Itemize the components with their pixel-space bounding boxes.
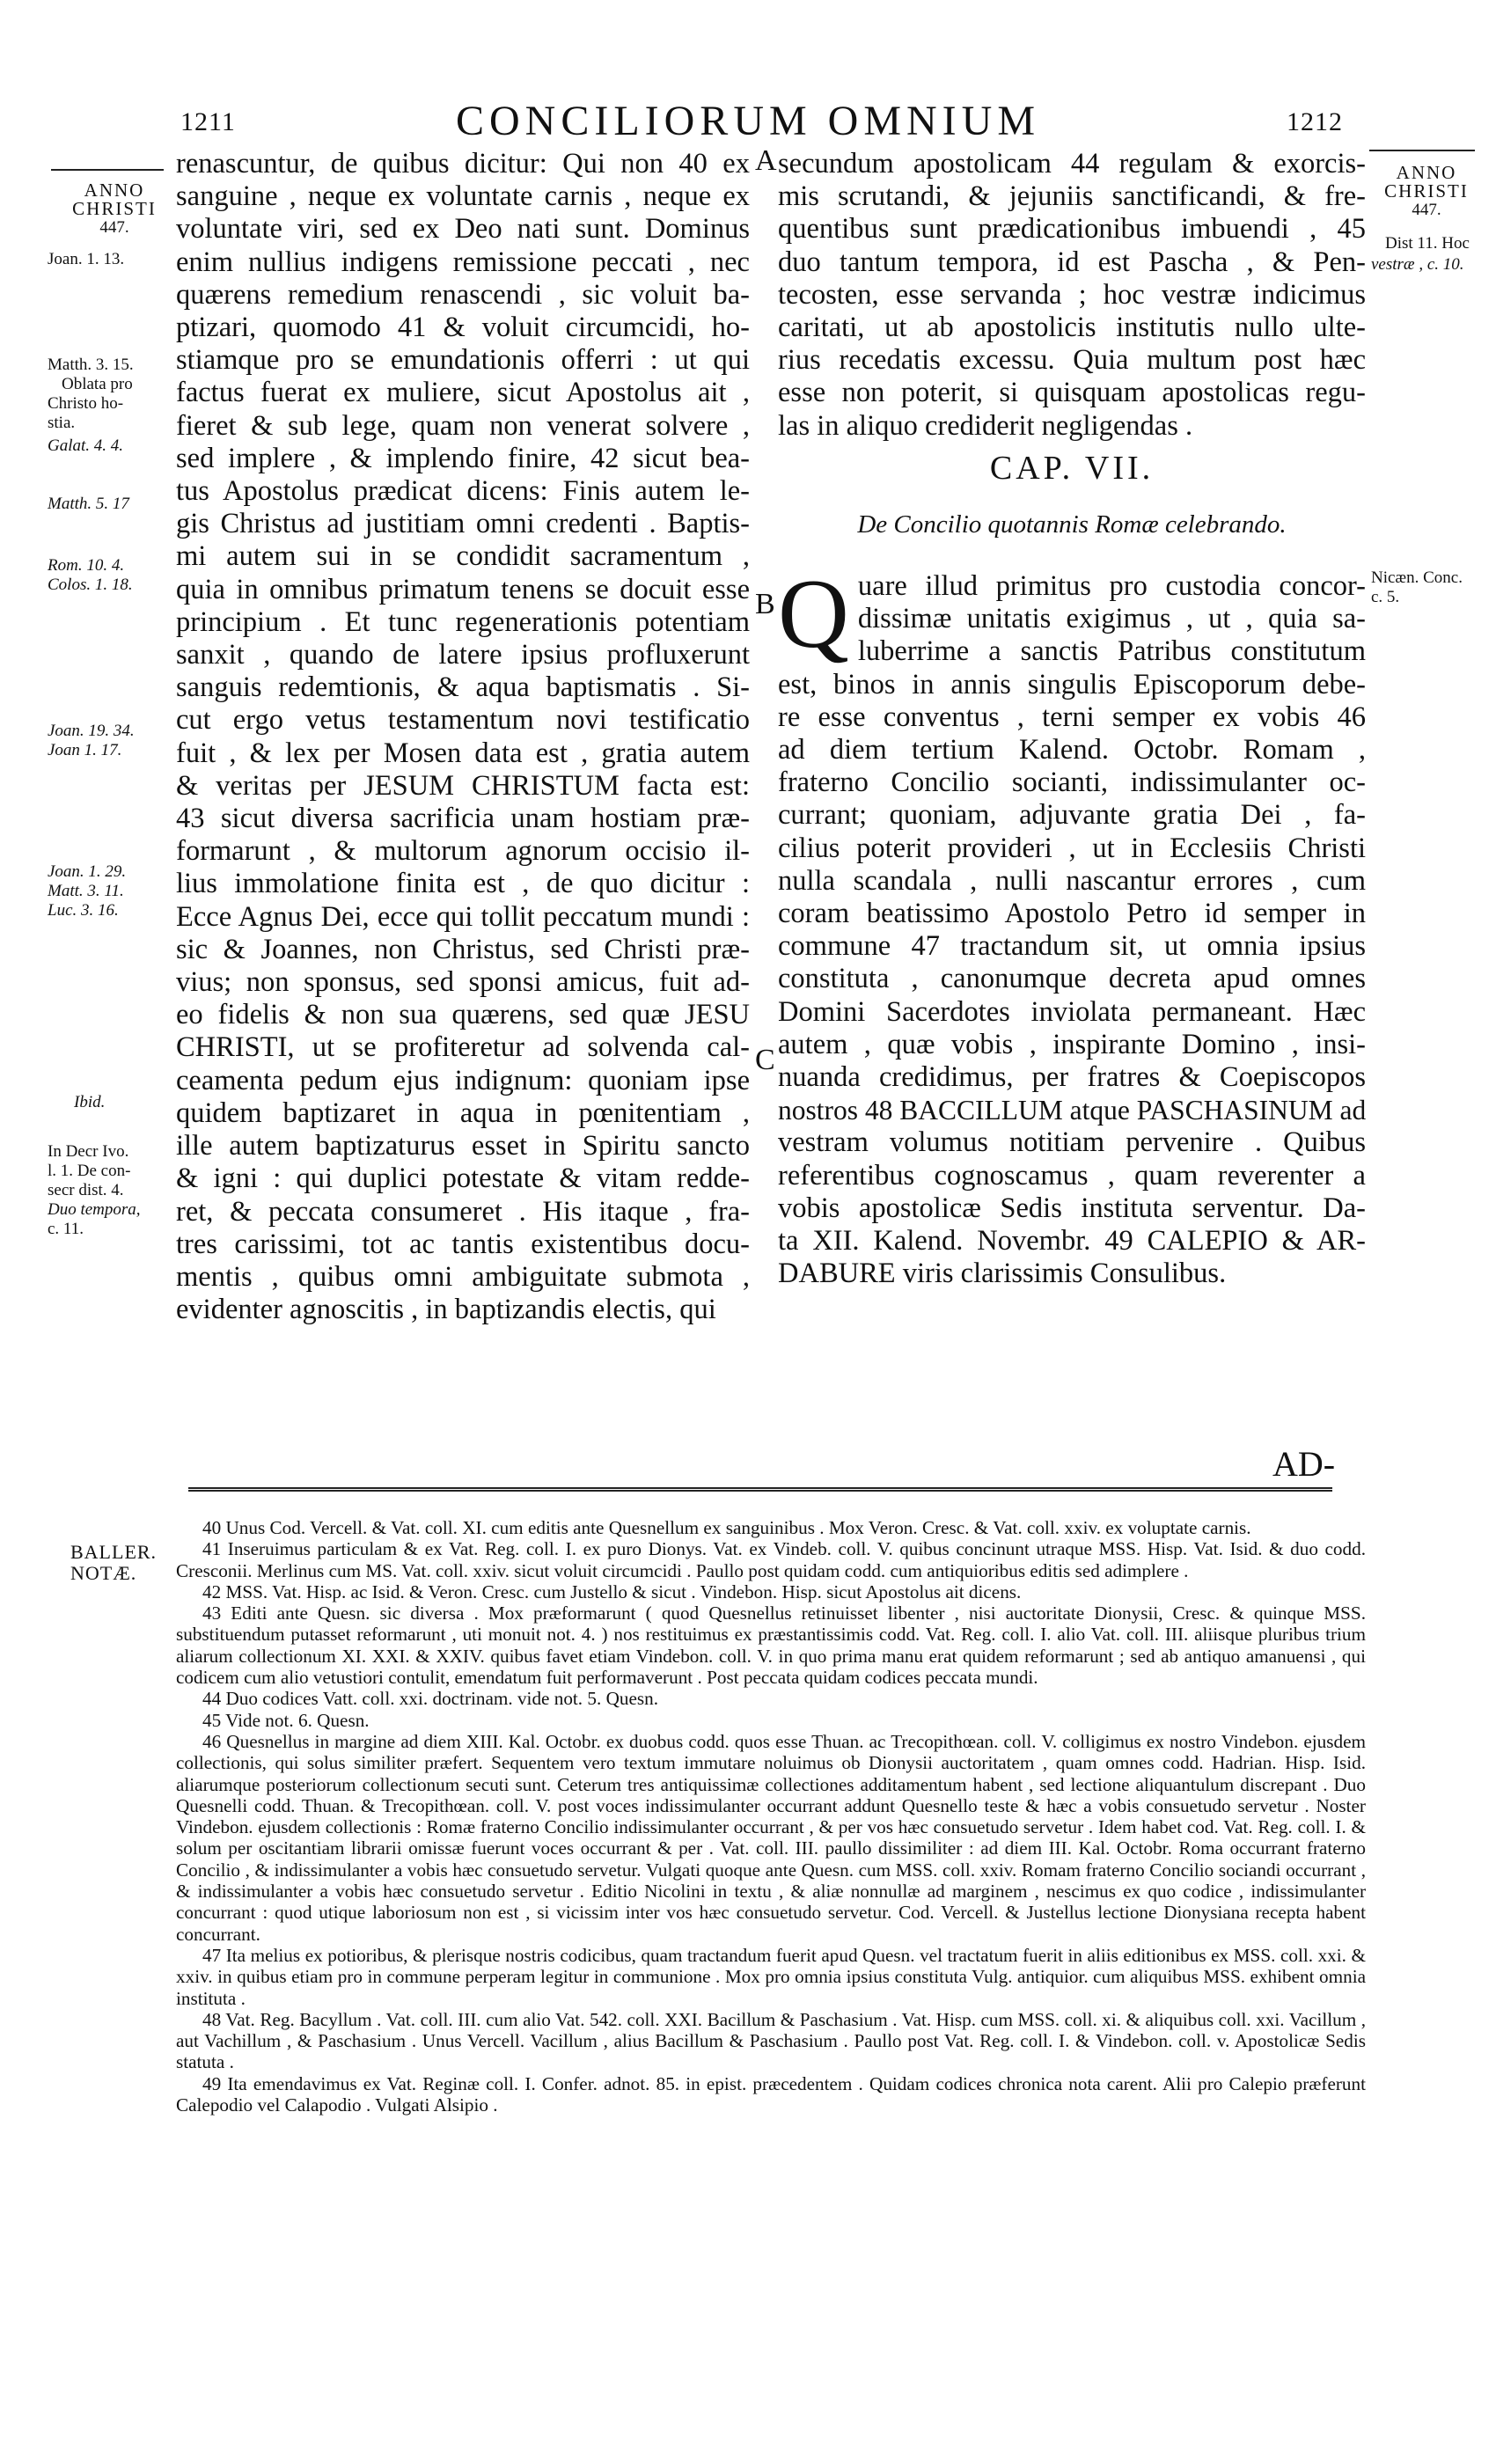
text-line: vius; non sponsus, sed sponsi amicus, fuit ad-: [176, 966, 750, 999]
footnote: 43 Editi ante Quesn. sic diversa . Mox præformarunt ( quod Quesnellus retinuisset libenter , nisi auctoritate Dionysii, Cresc. & quinque MSS. substituendum putasset reformarunt , uti monuit not. 4. ) nos restituimus ex præstantissimis codd. Vat. Reg. coll. I. alio Vat. coll. III. aliisque pluribus trium aliarum collectionum XI. XXI. & XXIV. quibus favet etiam Vindebon. coll. V. in quo prima manu erat quidem reformarunt ; sed ab antiquo amanuensi , qui codicem cum alio vetustiori contulit, emendatum fuit performaverunt . Post peccata quidam codices peccata mundi.: [176, 1602, 1366, 1689]
text-line: vobis apostolicæ Sedis instituta serventur. Da-: [778, 1192, 1366, 1224]
footnote: 48 Vat. Reg. Bacyllum . Vat. coll. III. cum alio Vat. 542. coll. XXI. Bacillum & Paschasium . Vat. Hisp. cum MSS. coll. xi. & aliquibus coll. xxi. Vacillum , aut Vachillum , & Paschasium . Unus Vercell. Vacillum , alius Bacillum & Paschasium . Paullo post Vat. Reg. coll. I. & Vindebon. coll. v. Apostolicæ Sedis statuta .: [176, 2008, 1366, 2073]
margin-note: Nicæn. Conc.: [1371, 568, 1463, 587]
year-label: 447.: [99, 218, 129, 237]
text-line: fieret & sub lege, quam non venerat solvere ,: [176, 409, 750, 442]
christi-label: CHRISTI: [1384, 180, 1469, 202]
text-line: tecosten, esse servanda ; hoc vestræ indicimus: [778, 278, 1366, 311]
section-letter: C: [755, 1044, 775, 1076]
text-line: nostros 48 BACCILLUM atque PASCHASINUM ad: [778, 1095, 1367, 1126]
footnote: 47 Ita melius ex potioribus, & plerisque nostris codicibus, quam tractandum fuerit apud Quesn. vel tractatum fuerit in aliis editionibus ex MSS. coll. xxi. & xxiv. in quibus etiam pro in commune perperam legitur in communione . Mox pro omnia ipsius constituta Vulg. antiquior. cum aliquibus MSS. exhibent omnia instituta .: [176, 1944, 1366, 2009]
year-label: 447.: [1412, 201, 1441, 219]
text-line: quidem baptizaret in aqua in pœnitentiam ,: [176, 1096, 750, 1129]
text-line: renascuntur, de quibus dicitur: Qui non 40 ex: [176, 148, 750, 180]
text-line: gis Christus ad justitiam omni credenti . Baptis-: [176, 508, 750, 540]
text-line: mi autem sui in se condidit sacramentum ,: [176, 540, 750, 573]
christi-label: CHRISTI: [72, 198, 157, 219]
margin-note: Joan. 19. 34.: [48, 722, 135, 740]
right-text-column-top: [778, 148, 1366, 443]
anno-label: ANNO: [1396, 162, 1457, 183]
margin-note: Joan 1. 17.: [48, 741, 122, 759]
margin-note: Joan. 1. 13.: [48, 250, 125, 268]
text-line: principium . Et tunc regenerationis potentiam: [176, 605, 750, 638]
text-line: mis scrutandi, & jejuniis sanctificandi, & fre-: [778, 180, 1366, 213]
footnote: 45 Vide not. 6. Quesn.: [202, 1709, 370, 1731]
section-letter: A: [755, 144, 777, 177]
margin-note: Luc. 3. 16.: [48, 901, 119, 920]
left-page-number: 1211: [180, 107, 236, 136]
chapter-lines: [778, 560, 1367, 1290]
chapter-subtitle: De Concilio quotannis Romæ celebrando.: [857, 510, 1287, 539]
chapter-body: [778, 560, 1367, 1290]
text-line: sanxit , quando de latere ipsius profluxerunt: [176, 639, 750, 671]
text-line: re esse conventus , terni semper ex vobis 46: [778, 700, 1366, 733]
drop-cap: Q: [778, 560, 849, 669]
text-line: enim nullius indigens remissione peccati , nec: [176, 246, 750, 278]
text-line: Ecce Agnus Dei, ecce qui tollit peccatum mundi :: [176, 900, 750, 933]
anno-label: ANNO: [84, 180, 145, 201]
text-line: uare illud primitus pro custodia concor-: [857, 570, 1366, 602]
right-page-number: 1212: [1287, 107, 1343, 136]
margin-note: Matth. 5. 17: [48, 495, 129, 513]
text-line: CHRISTI, ut se profiteretur ad solvenda cal-: [176, 1031, 750, 1064]
notes-label-line: BALLER.: [70, 1541, 158, 1563]
margin-note: Matth. 3. 15.: [48, 356, 134, 374]
text-line: ad diem tertium Kalend. Octobr. Romam ,: [778, 734, 1366, 766]
running-title: CONCILIORUM OMNIUM: [455, 98, 1040, 144]
text-line: autem , quæ vobis , inspirante Domino , insi-: [778, 1028, 1366, 1060]
text-line: ptizari, quomodo 41 & voluit circumcidi, ho-: [176, 312, 750, 344]
text-line: secundum apostolicam 44 regulam & exorcis-: [778, 148, 1366, 180]
text-line: voluntate viri, sed ex Deo nati sunt. Dominus: [176, 213, 750, 246]
text-line: sanguis redemtionis, & aqua baptismatis . Si-: [176, 671, 750, 704]
text-line: sanguine , neque ex voluntate carnis , neque ex: [176, 180, 750, 213]
text-line: tres carissimi, tot ac tantis existentibus docu-: [176, 1228, 750, 1260]
text-line: dissimæ unitatis exigimus , ut , quia sa-: [857, 603, 1366, 635]
margin-note: vestræ , c. 10.: [1371, 255, 1464, 274]
text-line: lius immolatione finita est , de quo dicitur :: [176, 868, 750, 900]
text-line: sic & Joannes, non Christus, sed Christi præ-: [176, 933, 750, 965]
text-line: quentibus sunt prædicationibus imbuendi , 45: [778, 213, 1366, 246]
margin-note: l. 1. De con-: [48, 1162, 131, 1180]
margin-rule-right: [1369, 150, 1475, 151]
text-line: vestram volumus notitiam pervenire . Quibus: [778, 1126, 1366, 1159]
text-line: fuit , & lex per Mosen data est , gratia autem: [176, 737, 750, 769]
text-line: DABURE viris clarissimis Consulibus.: [778, 1258, 1227, 1290]
text-line: ceamenta pedum ejus indignum: quoniam ipse: [176, 1064, 750, 1096]
text-line: cut ergo vetus testamentum novi testificatio: [176, 704, 750, 737]
margin-note: c. 11.: [48, 1220, 84, 1238]
section-letter: B: [755, 588, 775, 620]
text-line: ille autem baptizaturus esset in Spiritu sancto: [176, 1130, 750, 1162]
footnote: 46 Quesnellus in margine ad diem XIII. Kal. Octobr. ex duobus codd. quos esse Thuan. ac Trecopithœan. coll. V. colligimus ex nostro Vindebon. ejusdem collectionis, qui solus similiter præfert. Sequentem vero textum immutare noluimus ob Dionysii auctoritatem , quam omnes codd. Hadrian. Hisp. Isid. aliarumque posteriorum collectionum secuti sunt. Ceterum tres antiquissimæ collectiones additamentum habent , sed lectione aliquantulum discrepant . Duo Quesnelli codd. Thuan. & Trecopithœan. coll. V. post voces indissimulanter occurrant addunt Quesnello teste & hæc a vobis consuetudo servetur . Noster Vindebon. ejusdem collectionis : Romæ fraterno Concilio indissimulanter occurrant , & per vos hæc consuetudo servetur . Idem habet cod. Vat. Reg. coll. I. & solum per oscitantiam librarii omissæ fuerunt voces occurrant & per . Vat. coll. III. paullo dissimiliter : ad diem III. Kal. Octobr. Roma occurrant fraterno Concilio , & indissimulanter a vobis hæc consuetudo servetur. Vulgati quoque ante Quesn. cum MSS. coll. xxiv. Romam fraterno Concilio sociandi occurrant , & indissimulanter a vobis hæc consuetudo servetur . Editio Nicolini in textu , & aliæ nonnullæ ad marginem , nescimus ex quo codice , indissimulanter concurrant : quod utique laboriosum non est , si vicissim inter vos hæc consuetudo servetur. Cod. Vercell. & Justellus lectione Dionysiana recepta habent concurrant.: [176, 1730, 1366, 1945]
text-line: ret, & peccata consumeret . His itaque , fra-: [176, 1195, 750, 1228]
text-line: coram beatissimo Apostolo Petro id semper in: [778, 898, 1366, 930]
text-line: Domini Sacerdotes inviolata permaneant. Hæc: [778, 995, 1366, 1028]
text-line: fraterno Concilio socianti, indissimulanter oc-: [778, 766, 1366, 799]
text-line: rius recedatis excessu. Quia multum post hæc: [778, 344, 1366, 377]
margin-note: In Decr Ivo.: [48, 1142, 129, 1161]
text-line: constituta , canonumque decreta apud omnes: [778, 963, 1366, 995]
text-line: nulla scandala , nulli nascantur errores , cum: [778, 864, 1366, 897]
text-line: referentibus cognoscamus , quam reverenter a: [778, 1159, 1366, 1192]
margin-note: Rom. 10. 4.: [48, 556, 125, 575]
left-text-column: [176, 148, 750, 1326]
margin-note: Dist 11. Hoc: [1385, 234, 1470, 253]
margin-note: Colos. 1. 18.: [48, 576, 133, 594]
text-line: ta XII. Kalend. Novembr. 49 CALEPIO & AR-: [778, 1225, 1366, 1258]
margin-note: Ibid.: [74, 1093, 106, 1111]
margin-note: c. 5.: [1371, 588, 1400, 606]
text-line: caritati, ut ab apostolicis institutis nullo ulte-: [778, 312, 1366, 344]
margin-note: Duo tempora,: [48, 1200, 141, 1219]
text-line: formarunt , & multorum agnorum occisio il-: [176, 835, 750, 868]
notes-label: [70, 1542, 185, 1584]
margin-note: Galat. 4. 4.: [48, 436, 124, 455]
footnote: 42 MSS. Vat. Hisp. ac Isid. & Veron. Cresc. cum Justello & sicut . Vindebon. Hisp. sicut Apostolus ait dicens.: [202, 1580, 1022, 1602]
catchword: AD-: [1272, 1444, 1336, 1484]
footnote: 49 Ita emendavimus ex Vat. Reginæ coll. I. Confer. adnot. 85. in epist. præcedentem . Quidam codices chronica nota carent. Alii pro Calepio præferunt Calepodio vel Calapodio . Vulgati Alsipio .: [176, 2072, 1366, 2116]
text-line: quærens remedium renascendi , sic voluit ba-: [176, 278, 750, 311]
footnote: 40 Unus Cod. Vercell. & Vat. coll. XI. cum editis ante Quesnellum ex sanguinibus . Mox Veron. Cresc. & Vat. coll. xxiv. ex voluptate carnis.: [202, 1517, 1251, 1538]
margin-note: Matt. 3. 11.: [48, 882, 124, 900]
margin-note: Joan. 1. 29.: [48, 862, 127, 881]
footnote: 44 Duo codices Vatt. coll. xxi. doctrinam. vide not. 5. Quesn.: [202, 1688, 659, 1710]
text-line: currant; quoniam, adjuvante gratia Dei , fa-: [778, 799, 1366, 832]
text-line: est, binos in annis singulis Episcoporum debe-: [778, 668, 1366, 700]
text-line: stiamque pro se emundationis offerri : ut qui: [176, 344, 750, 377]
text-line: eo fidelis & non sua quærens, sed quæ JESU: [176, 999, 750, 1031]
footnote: 41 Inseruimus particulam & ex Vat. Reg. coll. I. ex puro Dionys. Vat. ex Vindeb. coll. V. quibus concinunt utraque MSS. Hisp. Vat. Isid. & duo codd. Cresconii. Merlinus cum MS. Vat. coll. xxiv. sicut voluit circumcidi . Paullo post quidam codd. cum antiquioribus editis sed adimplere .: [176, 1538, 1366, 1581]
text-line: las in aliquo crediderit negligendas .: [778, 409, 1193, 442]
text-line: duo tantum tempora, id est Pascha , & Pen-: [778, 246, 1366, 278]
margin-note: stia.: [48, 414, 76, 432]
text-line: cilius poterit provideri , ut in Ecclesiis Christi: [778, 832, 1366, 864]
text-line: evidenter agnoscitis , in baptizandis electis, qui: [176, 1294, 716, 1326]
margin-note: Oblata pro: [62, 375, 133, 393]
text-line: factus fuerat ex muliere, sicut Apostolus ait ,: [176, 377, 750, 409]
text-line: quia in omnibus primatum tenens se docuit esse: [176, 573, 750, 605]
text-line: & igni : qui duplici potestate & vitam redde-: [176, 1162, 750, 1195]
margin-note: Christo ho-: [48, 394, 124, 413]
text-line: commune 47 tractandum sit, ut omnia ipsius: [778, 930, 1366, 963]
text-line: 43 sicut diversa sacrificia unam hostiam præ-: [176, 803, 750, 835]
notes-label-line: NOTÆ.: [70, 1562, 137, 1584]
chapter-heading: CAP. VII.: [989, 450, 1155, 487]
footnotes-block: [176, 1517, 1366, 2116]
text-line: & veritas per JESUM CHRISTUM facta est:: [176, 769, 750, 802]
anno-christi-right: [1369, 164, 1484, 219]
text-line: mentis , quibus omni ambiguitate submota ,: [176, 1260, 750, 1293]
text-line: sed implere , & implendo finire, 42 sicut bea-: [176, 442, 750, 474]
text-line: nuanda credidimus, per fratres & Coepiscopos: [778, 1061, 1366, 1094]
margin-note: secr dist. 4.: [48, 1181, 124, 1199]
anno-christi-left: [53, 181, 176, 237]
text-line: esse non poterit, si quisquam apostolicas regu-: [778, 377, 1366, 409]
footnote-divider: [188, 1487, 1332, 1492]
text-line: tus Apostolus prædicat dicens: Finis autem le-: [176, 475, 750, 508]
text-line: luberrime a sanctis Patribus constitutum: [857, 635, 1366, 668]
margin-rule-left: [51, 169, 164, 171]
